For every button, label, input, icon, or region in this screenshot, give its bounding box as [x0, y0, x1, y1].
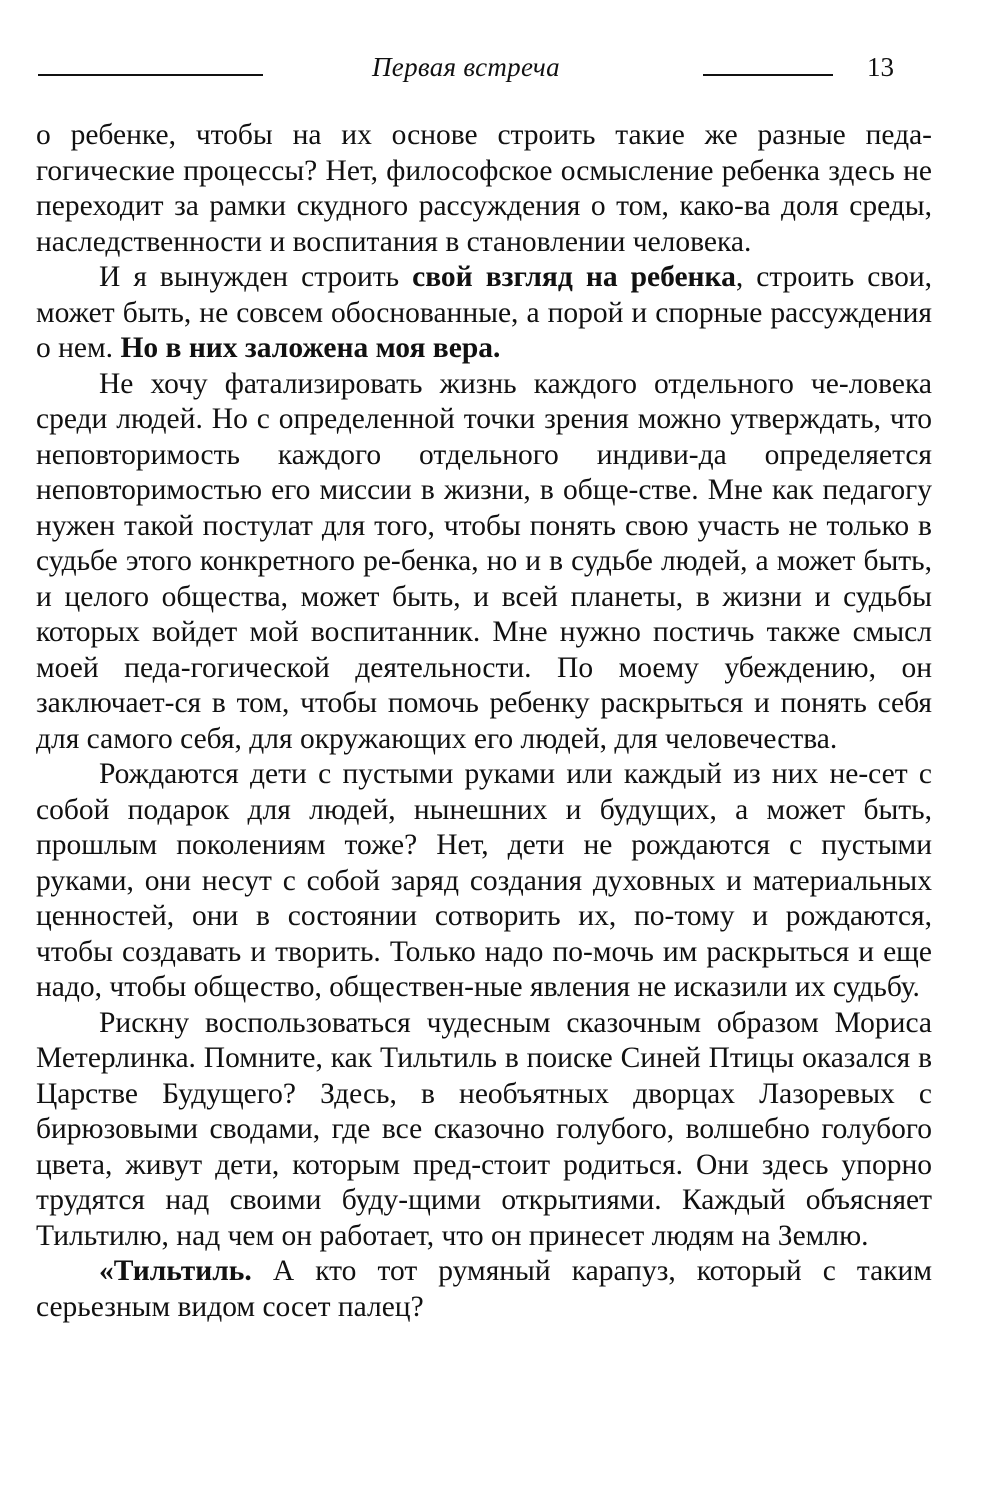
- paragraph-5: Рискну воспользоваться чудесным сказочным образом Мориса Метерлинка. Помните, как Тильтиль в поиске Синей Птицы оказался в Царстве Будущего? Здесь, в необъятных дворцах Лазоревых с бирюзовыми сводами, где все сказочно голубого, волшебно голубого цвета, живут дети, которым пред-стоит родиться. Они здесь упорно трудятся над своими буду-щими открытиями. Каждый объясняет Тильтилю, над чем он работает, что он принесет людям на Землю.: [36, 1006, 932, 1252]
- paragraph-2-text-b: , строить свои, может быть, не совсем обоснованные, а порой и спорные рассуждения о нем.: [36, 261, 932, 364]
- paragraph-6-text: А кто тот румяный карапуз, который с таким серьезным видом сосет палец?: [36, 1255, 932, 1323]
- paragraph-1: о ребенке, чтобы на их основе строить такие же разные педа-гогические процессы? Нет, философское осмысление ребенка здесь не переходит за рамки скудного рассуждения о том, како-ва доля среды, наследственности и воспитания в становлении человека.: [36, 119, 932, 258]
- header-rule-left: [38, 74, 263, 76]
- paragraph-2-bold-a: свой взгляд на ребенка: [412, 261, 736, 293]
- paragraph-6: [36, 1254, 932, 1325]
- page-number: 13: [867, 52, 894, 82]
- speaker-name: «Тильтиль.: [99, 1255, 252, 1287]
- running-title: Первая встреча: [372, 52, 560, 82]
- paragraph-2: [36, 260, 932, 367]
- paragraph-2-bold-b: Но в них заложена моя вера.: [120, 332, 501, 364]
- page-header: [0, 52, 1000, 92]
- body-text: [36, 118, 932, 1325]
- paragraph-4: Рождаются дети с пустыми руками или каждый из них не-сет с собой подарок для людей, нынешних и будущих, а может быть, прошлым поколениям тоже? Нет, дети не рождаются с пустыми руками, они несут с собой заряд создания духовных и материальных ценностей, они в состоянии сотворить их, по-тому и рождаются, чтобы создавать и творить. Только надо по-мочь им раскрыться и еще надо, чтобы общество, обществен-ные явления не исказили их судьбу.: [36, 758, 932, 1003]
- header-rule-right: [703, 74, 833, 76]
- paragraph-2-text-a: И я вынужден строить: [99, 261, 413, 293]
- paragraph-3: Не хочу фатализировать жизнь каждого отдельного че-ловека среди людей. Но с определенной точки зрения можно утверждать, что неповторимость каждого отдельного индиви-да определяется неповторимостью его миссии в жизни, в обще-стве. Мне как педагогу нужен такой постулат для того, чтобы понять свою участь не только в судьбе этого конкретного ре-бенка, но и в судьбе людей, а может быть, и целого общества, может быть, и всей планеты, в жизни и судьбы которых войдет мой воспитанник. Мне нужно постичь также смысл моей педа-гогической деятельности. По моему убеждению, он заключает-ся в том, чтобы помочь ребенку раскрыться и понять себя для самого себя, для окружающих его людей, для человечества.: [36, 367, 932, 755]
